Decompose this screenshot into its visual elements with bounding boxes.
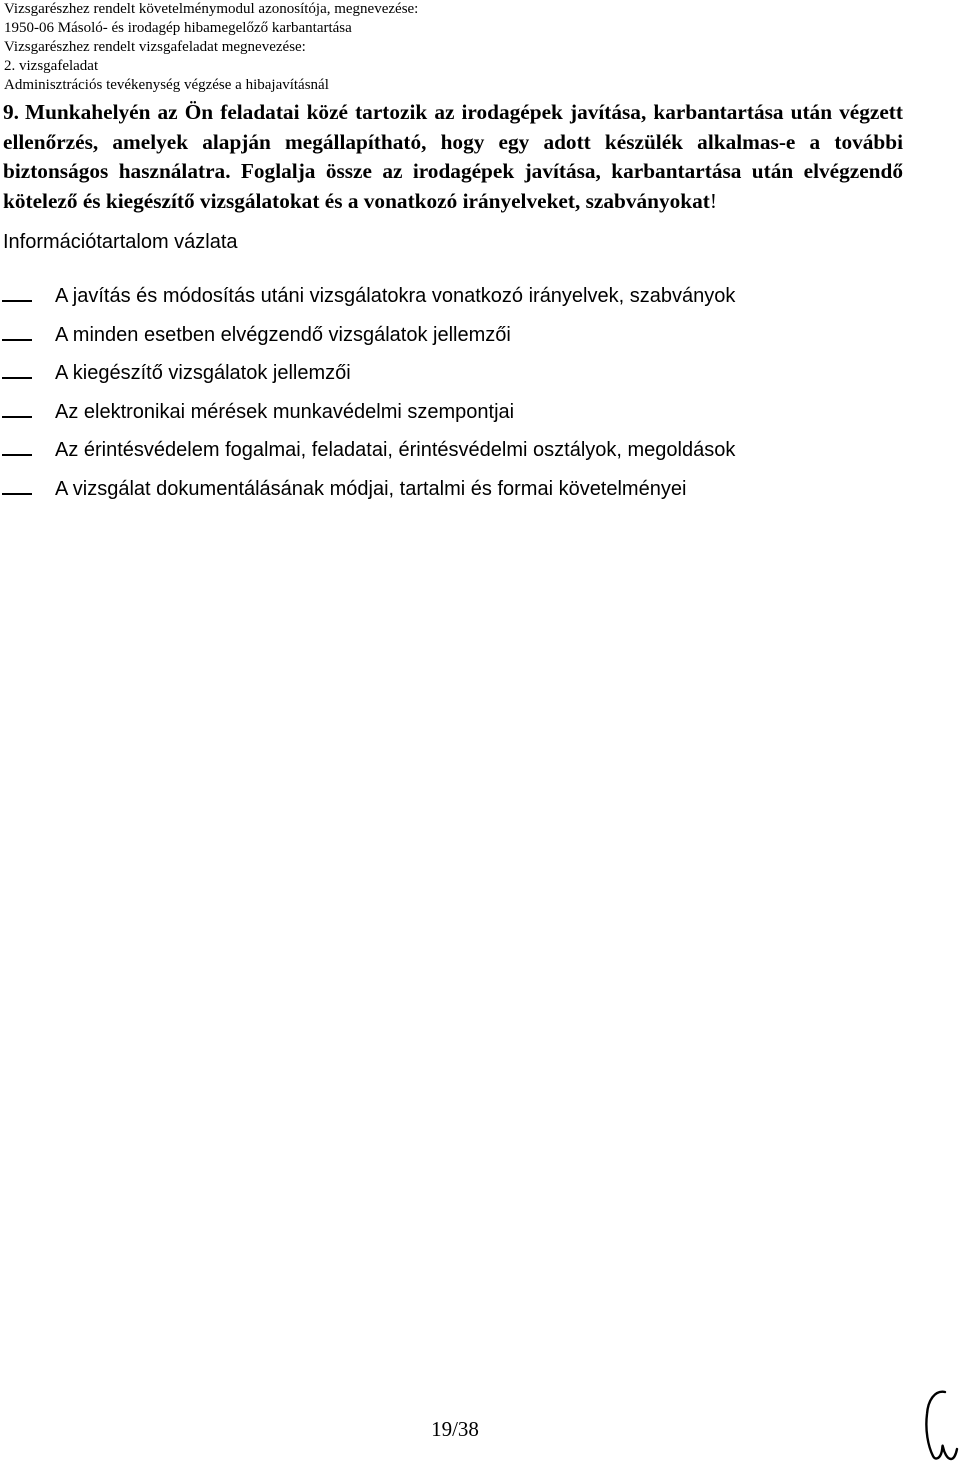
header-line-task-name: Adminisztrációs tevékenység végzése a hibajavításnál — [4, 77, 329, 93]
dash-bullet-icon — [2, 339, 32, 341]
dash-bullet-icon — [2, 416, 32, 418]
document-header — [4, 0, 944, 95]
list-item — [0, 398, 940, 437]
list-item-text: A minden esetben elvégzendő vizsgálatok jellemzői — [55, 323, 511, 346]
list-item-text: Az elektronikai mérések munkavédelmi szempontjai — [55, 400, 515, 423]
outline-title: Információtartalom vázlata — [3, 231, 238, 253]
list-item — [0, 282, 940, 321]
exam-question — [3, 98, 903, 216]
header-line-module-label: Vizsgarészhez rendelt követelménymodul azonosítója, megnevezése: — [4, 1, 419, 17]
question-text: Munkahelyén az Ön feladatai közé tartozik az irodagépek javítása, karbantartása után végzett ellenőrzés, amelyek alapján megállapítható, hogy egy adott készülék alkalmas-e a további biztonságos használatra. Foglalja össze az irodagépek javítása, karbantartása után elvégzendő kötelező és kiegészítő vizsgálatokat és a vonatkozó irányelveket, szabványokat — [3, 100, 903, 213]
list-item-text: A kiegészítő vizsgálatok jellemzői — [55, 362, 351, 385]
dash-bullet-icon — [2, 377, 32, 379]
question-number: 9. — [3, 100, 19, 124]
list-item — [0, 359, 940, 398]
dash-bullet-icon — [2, 454, 32, 456]
list-item — [0, 321, 940, 360]
dash-bullet-icon — [2, 300, 32, 302]
question-end-mark: ! — [709, 188, 717, 213]
dash-bullet-icon — [2, 493, 32, 495]
outline-list — [0, 282, 940, 514]
header-line-task-label: Vizsgarészhez rendelt vizsgafeladat megnevezése: — [4, 39, 306, 55]
list-item — [0, 475, 940, 514]
list-item-text: Az érintésvédelem fogalmai, feladatai, érintésvédelmi osztályok, megoldások — [55, 439, 736, 462]
list-item — [0, 436, 940, 475]
handwritten-signature-icon — [919, 1386, 959, 1462]
header-line-module-name: 1950-06 Másoló- és irodagép hibamegelőző karbantartása — [4, 20, 352, 36]
page-number: 19/38 — [431, 1417, 479, 1441]
header-line-task-number: 2. vizsgafeladat — [4, 58, 99, 74]
list-item-text: A javítás és módosítás utáni vizsgálatokra vonatkozó irányelvek, szabványok — [55, 285, 736, 307]
list-item-text: A vizsgálat dokumentálásának módjai, tartalmi és formai követelményei — [55, 477, 687, 500]
